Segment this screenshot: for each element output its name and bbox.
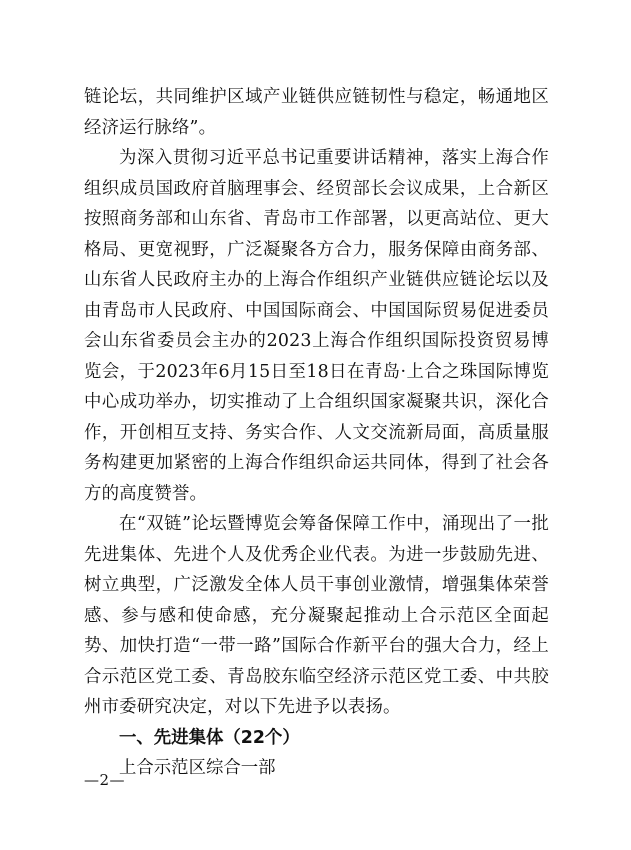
paragraph-background: 为深入贯彻习近平总书记重要讲话精神，落实上海合作组织成员国政府首脑理事会、经贸部长会议成果，上合新区按照商务部和山东省、青岛市工作部署，以更高站位、更大格局、更宽视野，广泛凝聚各方合力，服务保障由商务部、山东省人民政府主办的上海合作组织产业链供应链论坛以及由青岛市人民政府、中国国际商会、中国国际贸易促进委员会山东省委员会主办的2023上海合作组织国际投资贸易博览会，于2023年6月15日至18日在青岛·上合之珠国际博览中心成功举办，切实推动了上合组织国家凝聚共识，深化合作，开创相互支持、务实合作、人文交流新局面，高质量服务构建更加紧密的上海合作组织命运共同体，得到了社会各方的高度赞誉。 (84, 148, 549, 504)
document-body (84, 82, 549, 784)
list-item: 上合示范区综合一部 (119, 758, 276, 778)
paragraph-continuation: 链论坛，共同维护区域产业链供应链韧性与稳定，畅通地区经济运行脉络”。 (84, 87, 549, 138)
paragraph-commendation: 在“双链”论坛暨博览会筹备保障工作中，涌现出了一批先进集体、先进个人及优秀企业代表。为进一步鼓励先进、树立典型，广泛激发全体人员干事创业激情，增强集体荣誉感、参与感和使命感，充分凝聚起推动上合示范区全面起势、加快打造“一带一路”国际合作新平台的强大合力，经上合示范区党工委、青岛胶东临空经济示范区党工委、中共胶州市委研究决定，对以下先进予以表扬。 (84, 514, 549, 717)
page-number: —2— (84, 771, 126, 789)
section-heading: 一、先进集体（22个） (119, 727, 300, 748)
